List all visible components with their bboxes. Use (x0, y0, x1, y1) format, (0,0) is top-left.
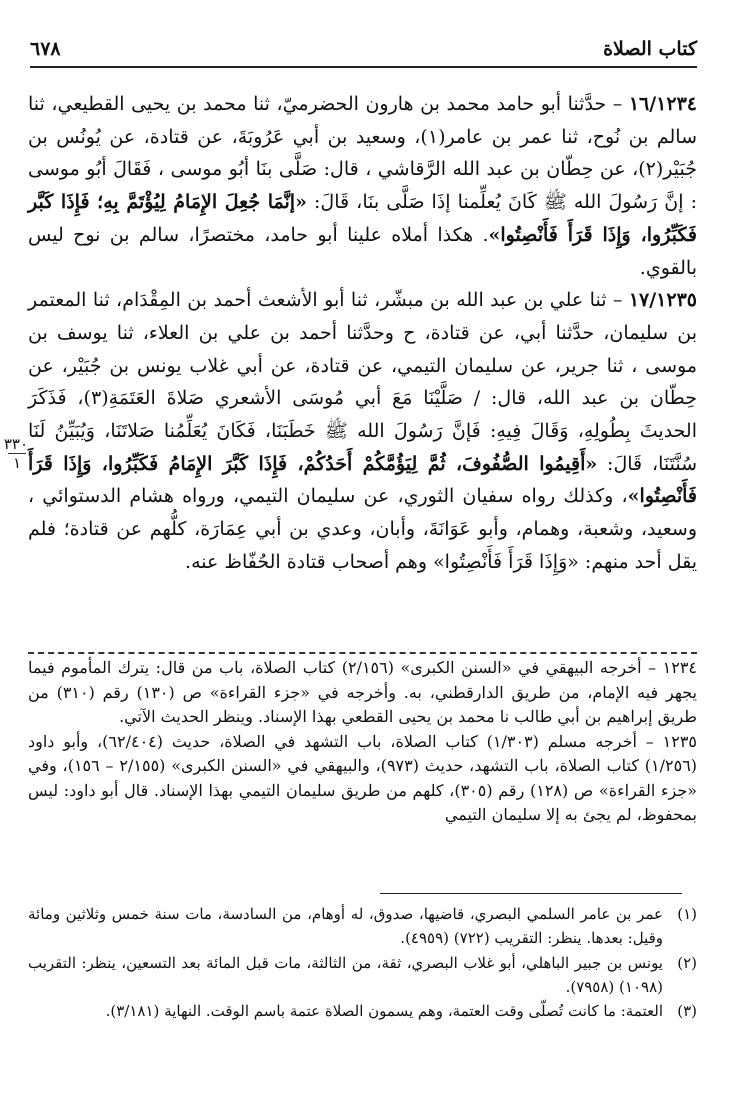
chapter-title: كتاب الصلاة (603, 38, 697, 60)
footnote-text: عمر بن عامر السلمي البصري، قاضيها، صدوق، له أوهام، من السادسة، مات سنة خمس وثلاثين ومائة وقيل: بعدها. ينظر: التقريب (٧٢٢) (٤٩٥٩). (28, 905, 663, 948)
takhrij-1234: ١٢٣٤ – أخرجه البيهقي في «السنن الكبرى» (٢/١٥٦) كتاب الصلاة، باب من قال: يترك المأموم فيما يجهر فيه الإمام، من طريق الدارقطني، به. وأخرجه في «جزء القراءة» ص (١٣٠) رقم (٣١٠) من طريق إبراهيم بن أبي طالب نا محمد بن يحيى القطعي بهذا الإسناد. وينظر الحديث الآتي. (28, 658, 697, 726)
footnote-mark: (٢) (677, 953, 697, 972)
footnote-1 (28, 902, 697, 951)
folio-number: ٣٣٠ (3, 435, 28, 453)
header-rule (30, 66, 697, 68)
page-header (30, 26, 697, 66)
hadith-text-end: . هكذا أملاه علينا أبو حامد، مختصرًا، سالم بن نوح ليس بالقوي. (28, 223, 697, 279)
main-text (28, 88, 697, 579)
footnote-3 (28, 999, 697, 1023)
footnote-rule (380, 893, 682, 894)
takhrij-divider (28, 652, 697, 654)
footnote-text: يونس بن جبير الباهلي، أبو غلاب البصري، ثقة، من الثالثة، مات قبل المائة بعد التسعين، ينظر: التقريب (١٠٩٨) (٧٩٥٨). (28, 953, 663, 996)
hadith-quote: «إنَّمَا جُعِلَ الإِمَامُ لِيُؤْتَمَّ بِهِ؛ فَإِذَا كَبَّر فَكَبِّرُوا، وَإِذَا قَرَأَ فَأَنْصِتُوا» (28, 191, 697, 246)
hadith-number: ١٦/١٢٣٤ (628, 93, 697, 115)
hadith-text: – حدَّثنا أبو حامد محمد بن هارون الحضرميّ، ثنا محمد بن يحيى القطيعي، ثنا سالم بن نُوح، ثنا عمر بن عامر(١)، وسعيد بن أبي عَرُوبَةَ، عن قتادة، عن يُونُس بن جُبَيْر(٢)، عن حِطّان بن عبد الله الرَّقاشي ، قال: صَلَّى بنَا أبُو موسى ، فَقَالَ أبُو موسى : إنَّ رَسُولَ الله ﷺ كَانَ يُعلِّمنا إذَا صَلَّى بنَا، قَالَ: (28, 93, 697, 214)
hadith-number: ١٧/١٢٣٥ (628, 289, 697, 312)
takhrij-1235: ١٢٣٥ – أخرجه مسلم (١/٣٠٣) كتاب الصلاة، باب التشهد في الصلاة، حديث (٦٢/٤٠٤)، وأبو داود (١/٢٥٦) كتاب الصلاة، باب التشهد، حديث (٩٧٣)، والبيهقي في «السنن الكبرى» (٢/١٥٥ – ١٥٦)، وفي «جزء القراءة» ص (١٢٨) رقم (٣٠٥)، كلهم من طريق سليمان التيمي بهذا الإسناد. قال أبو داود: ليس بمحفوظ، لم يجئ به إلا سليمان التيمي (28, 731, 698, 824)
hadith-quote: «أَقِيمُوا الصُّفُوفَ، ثُمَّ لِيَؤُمَّكُمْ أَحَدُكُمْ، فَإِذَا كَبَّرَ الإِمَامُ فَكَبِّرُوا، وَإِذَا قَرَأَ فَأَنْصِتُوا» (28, 452, 698, 508)
hadith-text-end: ، وكذلك رواه سفيان الثوري، عن سليمان التيمي، ورواه هشام الدستوائي ، وسعيد، وشعبة، وهمام، وأبو عَوَانَةَ، وأبان، وعدي بن أبي عِمَارَة، كلُّهم عن قتادة؛ فلم يقل أحد منهم: «وَإِذَا قَرَأَ فَأَنْصِتُوا» وهم أصحاب قتادة الحُفّاظ عنه. (28, 485, 697, 573)
hadith-1235 (28, 284, 697, 578)
folio-side: ١ (12, 454, 22, 472)
page-number: ٦٧٨ (30, 38, 61, 60)
footnotes (28, 902, 697, 1023)
hadith-1234 (28, 88, 697, 284)
footnote-mark: (١) (677, 905, 697, 923)
hadith-text: – ثنا علي بن عبد الله بن مبشّر، ثنا أبو الأشعث أحمد بن المِقْدَام، ثنا المعتمر بن سليمان، حدَّثنا أبي، عن قتادة، ح وحدَّثنا أحمد بن علي بن العلاء، ثنا يوسف بن موسى ، ثنا جرير، عن سليمان التيمي، عن قتادة، عن أبي غلاب يونس بن جُبَيْر، عن حِطّان بن عبد الله، قال: / صَلَّيْنَا مَعَ أبي مُوسَى الأشعري صَلاةَ العَتَمَةِ(٣)، فَذَكَرَ الحديثَ بِطُولِهِ، وَقَالَ فِيهِ: فَإنَّ رَسُولَ الله ﷺ خَطَبَنَا، فَكَانَ يُعَلِّمُنا صَلاتَنَا، وَيُبَيِّنُ لَنَا سُنَّتَنَا، قَالَ: (28, 289, 698, 475)
footnote-text: العتمة: ما كانت تُصلّى وقت العتمة، وهم يسمون الصلاة عتمة باسم الوقت. النهاية (٣/١٨١). (105, 1002, 663, 1021)
footnote-2 (28, 951, 697, 1000)
takhrij-section (28, 656, 697, 828)
manuscript-folio-note (3, 435, 28, 472)
footnote-mark: (٣) (677, 1002, 697, 1021)
